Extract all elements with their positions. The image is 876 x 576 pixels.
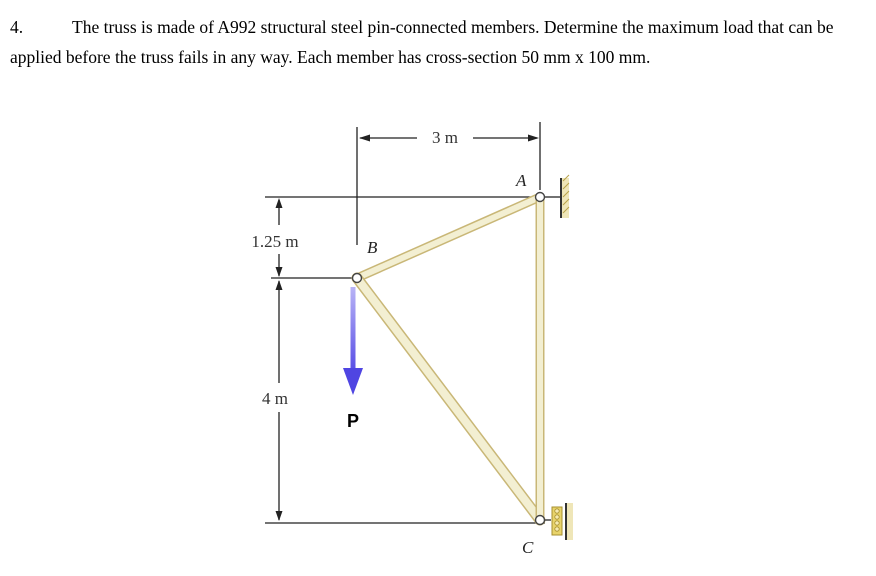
roller [555, 509, 559, 513]
pin-c [536, 516, 545, 525]
load-label-p: P [346, 411, 360, 431]
arrowhead-1-25-top [276, 198, 283, 208]
load-arrow-shaft [351, 287, 356, 369]
arrowhead-4-top [276, 280, 283, 290]
point-label-c: C [522, 538, 534, 557]
pin-support-a [541, 175, 569, 218]
dimension-horizontal [357, 122, 540, 245]
truss-members [357, 197, 540, 520]
dimension-label-4m: 4 m [262, 389, 288, 408]
roller [555, 527, 559, 531]
arrowhead-4-bottom [276, 511, 283, 521]
problem-number: 4. [10, 17, 24, 37]
pin-a [536, 193, 545, 202]
roller [555, 521, 559, 525]
roller-support-c [541, 503, 573, 540]
point-label-a: A [516, 171, 527, 190]
arrowhead-left [359, 135, 370, 142]
roller [555, 515, 559, 519]
member-bc [357, 278, 540, 520]
load-arrow-head [343, 368, 363, 395]
dimension-label-3m: 3 m [432, 128, 458, 147]
arrowhead-right [528, 135, 539, 142]
point-label-b: B [367, 238, 378, 257]
problem-text: The truss is made of A992 structural steel pin-connected members. Determine the maximum load that can be applied before the truss fails in any way. Each member has cross-section 50 mm x 100 mm. [10, 17, 834, 67]
arrowhead-1-25-bottom [276, 267, 283, 277]
support-c-hatch [567, 503, 573, 540]
dimension-label-1-25m: 1.25 m [251, 232, 299, 251]
member-ab [357, 197, 540, 278]
pin-b [353, 274, 362, 283]
load-arrow [343, 287, 363, 395]
